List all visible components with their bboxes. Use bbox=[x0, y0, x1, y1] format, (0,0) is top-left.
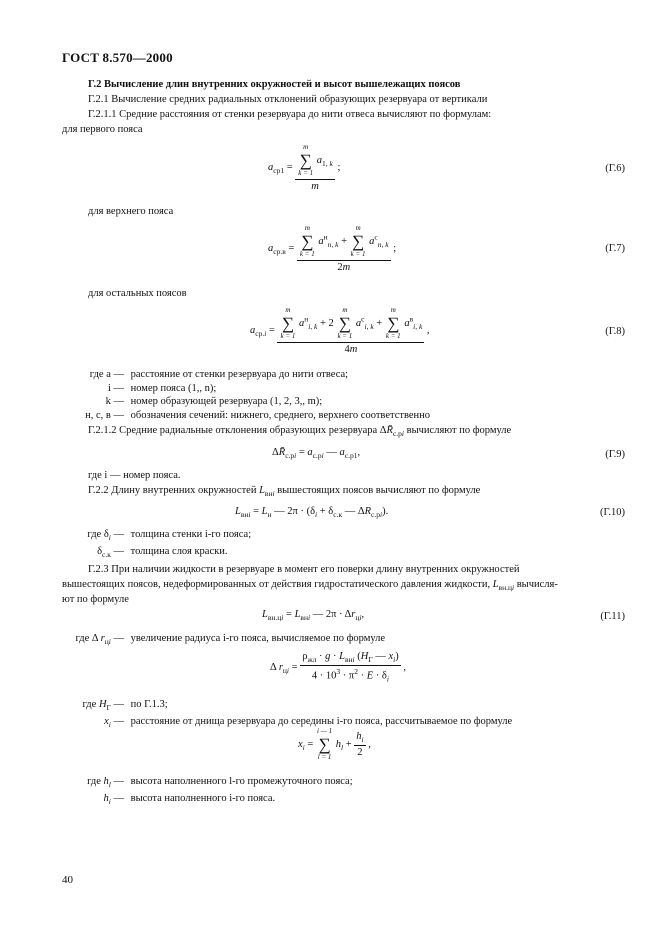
paragraph-g211: Г.2.1.1 Средние расстояния от стенки резервуара до нити отвеса вычисляют по формулам: bbox=[88, 109, 492, 120]
paragraph-g212: Г.2.1.2 Средние радиальные отклонения образующих резервуара $\Delta R̄_{с.рi}$ вычисляют по формуле bbox=[88, 425, 512, 439]
definition-text: толщина стенки i-го пояса; bbox=[130, 529, 252, 540]
definition-row: $x_i$ — расстояние от днища резервуара до середины i-го пояса, рассчитываемое по формуле bbox=[104, 715, 513, 729]
paragraph-g23-line3: ют по формуле bbox=[62, 594, 129, 605]
definition-text: по Г.1.3; bbox=[130, 699, 168, 710]
paragraph-g23-line1: Г.2.3 При наличии жидкости в резервуаре в момент его поверки длину внутренних окружностей bbox=[88, 564, 520, 575]
formula-delta-r: Δ $r_{цi}$ = $\frac{\rho_{жл} \cdot g \cdot L_{внi} (H_Г — x_i)}{4 \cdot 10^3 \cdot \pi^2 \cdot E \cdot \delta_i}$ , bbox=[270, 651, 406, 684]
definition-term: н, с, в — bbox=[85, 409, 124, 421]
definition-term: где a — bbox=[89, 369, 124, 380]
definitions-list-1 bbox=[62, 368, 430, 422]
paragraph-g22: Г.2.2 Длину внутренних окружностей $L_{внi}$ вышестоящих поясов вычисляют по формуле bbox=[88, 485, 481, 499]
section-title: Г.2 Вычисление длин внутренних окружностей и высот вышележащих поясов bbox=[88, 79, 461, 90]
definition-term: i — bbox=[107, 382, 124, 394]
equation-number-g6: (Г.6) bbox=[605, 163, 625, 174]
definition-term: где δ bbox=[87, 529, 109, 540]
equation-number-g11: (Г.11) bbox=[600, 611, 625, 622]
formula-g10: $L_{внi} = L_н$ — $2\pi \cdot (\delta_i + \delta_{с.к}$ — $\Delta R_{с.рi}$). bbox=[235, 506, 389, 520]
definition-row bbox=[62, 395, 430, 409]
formula-g8: $a_{ср.i}$ = m ∑ k = 1 $a^н_{i, k} + 2$ m ∑ k = 1 $a^с_{i, k}$ + m ∑ k = 1 $a^в_{i, k}$ 4m , bbox=[250, 306, 430, 355]
definition-row bbox=[62, 382, 430, 396]
definition-term: δ bbox=[97, 545, 103, 557]
paragraph-top-belt: для верхнего пояса bbox=[88, 206, 174, 217]
page-number: 40 bbox=[62, 874, 73, 886]
definition-row: $\delta_{с.к}$ — толщина слоя краски. bbox=[97, 545, 228, 559]
formula-x-i: $x_i$ = i — 1 ∑ l = 1 $h_l$ + $\frac{h_i}{2}$ , bbox=[298, 727, 371, 761]
definition-delta-r: где Δ $r_{цi}$ — увеличение радиуса i-го пояса, вычисляемое по формуле bbox=[75, 633, 386, 647]
definition-row bbox=[62, 368, 430, 382]
formula-g11: $L_{вн.цi} = L_{внi}$ — $2\pi \cdot \Delta r_{цi}$, bbox=[262, 609, 365, 623]
definition-text: обозначения сечений: нижнего, среднего, верхнего соответственно bbox=[130, 409, 430, 421]
definition-g9: где i — номер пояса. bbox=[88, 470, 181, 481]
definition-term: k — bbox=[105, 396, 124, 407]
formula-g9: $\Delta R̄_{с.рi} = a_{с.рi}$ — $a_{с.р1}$, bbox=[272, 447, 361, 461]
definition-row: где $\delta_i$ — толщина стенки i-го пояса; bbox=[87, 529, 252, 543]
paragraph-g23-line2: вышестоящих поясов, недеформированных от действия гидростатического давления жидкости, $L_{вн.цi}$ вычисля- bbox=[62, 579, 558, 593]
formula-g6: $a_{ср1}$ = m ∑ k = 1 $a_{1, k}$ m ; bbox=[268, 143, 341, 192]
definition-text: расстояние от стенки резервуара до нити отвеса; bbox=[130, 369, 349, 380]
equation-number-g10: (Г.10) bbox=[599, 507, 625, 518]
equation-number-g7: (Г.7) bbox=[605, 243, 625, 254]
definitions-list-4 bbox=[62, 775, 353, 808]
definition-row: где $h_l$ — высота наполненного l-го промежуточного пояса; bbox=[87, 776, 353, 790]
definition-row: $h_i$ — высота наполненного i-го пояса. bbox=[103, 792, 276, 806]
definition-text: номер образующей резервуара (1, 2, 3,, m); bbox=[130, 396, 323, 407]
definition-row: где $H_Г$ — по Г.1.3; bbox=[82, 699, 168, 713]
definitions-list-2 bbox=[62, 528, 251, 561]
definitions-list-3 bbox=[62, 698, 512, 731]
definition-text: номер пояса (1,, n); bbox=[130, 382, 217, 394]
equation-number-g9: (Г.9) bbox=[605, 449, 625, 460]
definition-text: увеличение радиуса i-го пояса, вычисляемое по формуле bbox=[130, 633, 386, 644]
formula-g7: $a_{ср.в}$ = m ∑ k = 1 $a^н_{n, k}$ + m ∑ k = 1 $a^с_{n, k}$ 2m ; bbox=[268, 224, 397, 273]
definition-text: высота наполненного l-го промежуточного пояса; bbox=[130, 776, 353, 787]
definition-text: высота наполненного i-го пояса. bbox=[130, 792, 276, 804]
definition-text: расстояние от днища резервуара до середины i-го пояса, рассчитываемое по формуле bbox=[130, 715, 513, 727]
paragraph-g21: Г.2.1 Вычисление средних радиальных отклонений образующих резервуара от вертикали bbox=[88, 94, 488, 105]
document-header: ГОСТ 8.570—2000 bbox=[62, 50, 173, 65]
definition-text: толщина слоя краски. bbox=[130, 545, 228, 557]
paragraph-other-belts: для остальных поясов bbox=[88, 288, 187, 299]
equation-number-g8: (Г.8) bbox=[605, 326, 625, 337]
definition-row bbox=[62, 409, 430, 423]
paragraph-first-belt: для первого пояса bbox=[62, 124, 143, 135]
